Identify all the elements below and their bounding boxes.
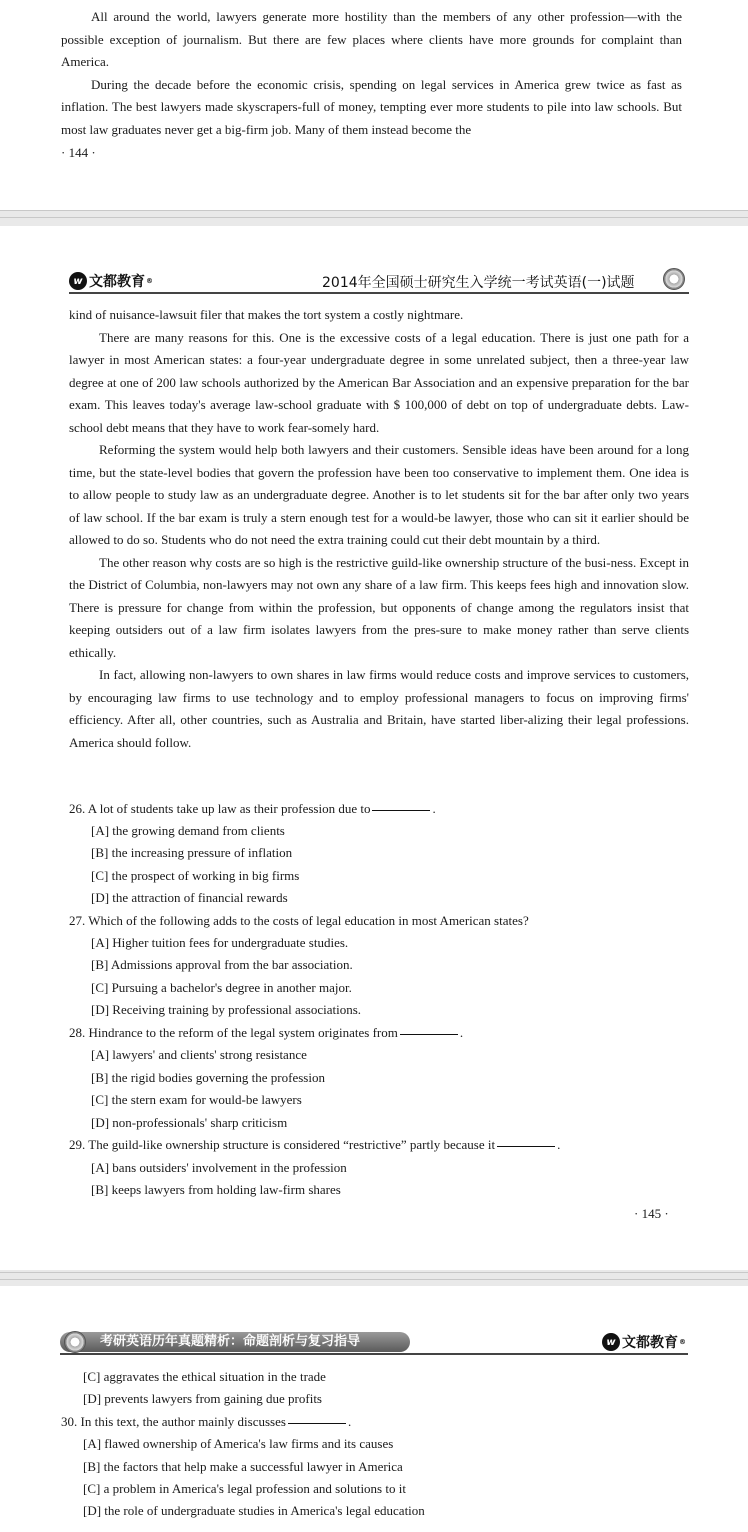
option: [B] keeps lawyers from holding law-firm shares [91,1182,341,1197]
exam-title: 2014年全国硕士研究生入学统一考试英语(一)试题 [322,275,635,291]
option: [C] the stern exam for would-be lawyers [91,1092,302,1107]
option: [A] flawed ownership of America's law firms and its causes [83,1436,394,1451]
option: [C] a problem in America's legal profession and solutions to it [83,1481,406,1496]
paragraph: During the decade before the economic crisis, spending on legal services in America grew twice as fast as inflation. The best lawyers made skyscrapers-full of money, tempting ever more students to pile into law schools. But most law graduates never get a big-firm job. Many of them instead become the [61,76,682,137]
header-rule [60,1353,688,1355]
question-29-stem: 29. The guild-like ownership structure is considered “restrictive” partly because it. [69,1134,555,1157]
paragraph: There are many reasons for this. One is the excessive costs of a legal education. There is just one path for a lawyer in most American states: a four-year undergraduate degree in some unrelated subject, then a three-year law degree at one of 200 law schools authorized by the American Bar Association and an expensive preparation for the bar exam. This leaves today's average law-school graduate with $ 100,000 of debt on top of undergraduate debts. Law-school debt means that they have to work fear-somely hard. [69,329,689,435]
page-144 [0,0,748,210]
answer-blank [497,1134,555,1147]
option: [C] Pursuing a bachelor's degree in another major. [91,980,352,995]
publisher-logo: w 文都教育 ® [69,271,153,291]
page-number: · 144 · [61,145,96,160]
paragraph: All around the world, lawyers generate more hostility than the members of any other profession—with the possible exception of journalism. But there are few places where clients have more grounds for complaint than America. [61,9,682,69]
emblem-icon [64,1331,86,1353]
option: [A] Higher tuition fees for undergraduate studies. [91,935,349,950]
page-header [0,1326,748,1360]
logo-mark-icon: w [69,272,87,290]
page-144-text [61,6,682,141]
option: [D] prevents lawyers from gaining due profits [83,1391,322,1406]
question-30-stem: 30. In this text, the author mainly discusses. [61,1411,346,1434]
paragraph: In fact, allowing non-lawyers to own shares in law firms would reduce costs and improve services to customers, by encouraging law firms to use technology and to employ professional managers to focus on improving firms' efficiency. After all, other countries, such as Australia and Britain, have started liber-alizing their legal professions. America should follow. [69,667,689,750]
logo-text: 文都教育 [89,274,145,290]
page-gap [0,210,748,226]
option: [A] lawyers' and clients' strong resistance [91,1047,307,1062]
page-145 [0,226,748,1270]
logo-mark-icon: w [602,1333,620,1351]
emblem-icon [663,268,685,290]
logo-text: 文都教育 [622,1335,678,1351]
option: [A] bans outsiders' involvement in the profession [91,1160,347,1175]
option: [D] the attraction of financial rewards [91,890,288,905]
option: [C] aggravates the ethical situation in the trade [83,1369,326,1384]
paragraph: Reforming the system would help both lawyers and their customers. Sensible ideas have been around for a long time, but the state-level bodies that govern the profession have been too conservative to implement them. One idea is to allow people to study law as an undergraduate degree. Another is to let students sit for the bar after only two years of law school. If the bar exam is truly a stern enough test for a would-be lawyer, those who can sit it earlier should be allowed to do so. Students who do not need the extra training could cut their debt mountain by a third. [69,442,689,547]
option: [B] the factors that help make a successful lawyer in America [83,1459,403,1474]
header-rule [69,292,689,294]
option: [B] Admissions approval from the bar association. [91,957,353,972]
page-separator [0,217,748,218]
option: [A] the growing demand from clients [91,823,285,838]
option: [D] the role of undergraduate studies in America's legal education [83,1503,425,1518]
page-146 [0,1286,748,1532]
question-28-stem: 28. Hindrance to the reform of the legal system originates from. [69,1022,458,1045]
answer-blank [288,1411,346,1424]
page-separator [0,210,748,211]
answer-blank [372,798,430,811]
option: [B] the rigid bodies governing the profession [91,1070,325,1085]
page-separator [0,1272,748,1273]
question-27-stem: 27. Which of the following adds to the costs of legal education in most American states? [69,913,529,928]
option: [B] the increasing pressure of inflation [91,845,293,860]
book-title-banner: 考研英语历年真题精析：命题剖析与复习指导 [60,1332,410,1352]
paragraph: The other reason why costs are so high is the restrictive guild-like ownership structure of the busi-ness. Except in the District of Columbia, non-lawyers may not own any share of a law firm. This keeps fees high and innovation slow. There is pressure for change from within the profession, but opponents of change among the regulators insist that keeping outsiders out of a law firm isolates lawyers from the pres-sure to make money rather than serve clients ethically. [69,554,689,660]
question-26-stem: 26. A lot of students take up law as their profession due to. [69,798,430,821]
page-separator [0,1279,748,1280]
page-145-text [69,304,689,754]
page-header [0,268,748,302]
option: [C] the prospect of working in big firms [91,868,300,883]
option: [D] Receiving training by professional associations. [91,1002,362,1017]
paragraph: kind of nuisance-lawsuit filer that makes the tort system a costly nightmare. [69,307,464,322]
option: [D] non-professionals' sharp criticism [91,1115,288,1130]
page-number: · 145 · [634,1206,669,1221]
publisher-logo: w 文都教育 ® [602,1332,686,1352]
answer-blank [400,1022,458,1035]
